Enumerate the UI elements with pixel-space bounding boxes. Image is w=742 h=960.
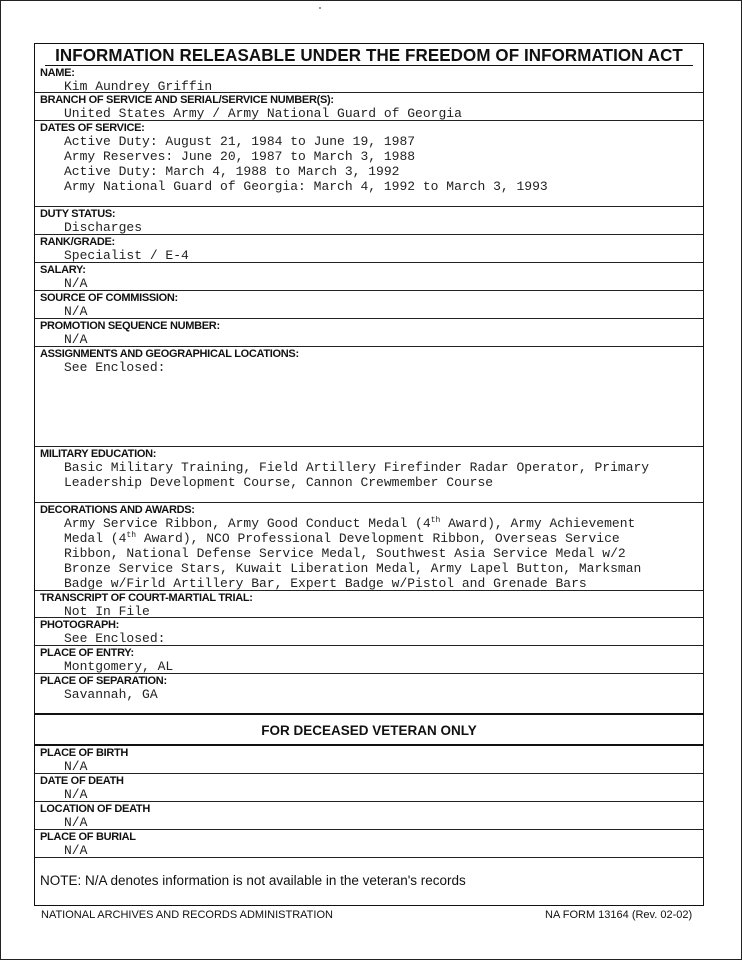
service-period: Army Reserves: June 20, 1987 to March 3, 1988 [64,149,416,164]
field-label: SALARY: [40,264,86,276]
foia-form [34,43,704,906]
field-value: Montgomery, AL [64,659,174,674]
field-value: N/A [64,304,88,319]
awards-text: Award), Army Achievement [440,516,636,531]
field-value: N/A [64,787,88,802]
field-location-of-death [35,802,703,830]
service-period: Army National Guard of Georgia: March 4, 1992 to March 3, 1993 [64,179,548,194]
field-label: PLACE OF BIRTH [40,747,129,759]
field-value: N/A [64,843,88,858]
education-line: Basic Military Training, Field Artillery Firefinder Radar Operator, Primary [64,460,650,475]
field-military-education [35,447,703,503]
service-period: Active Duty: August 21, 1984 to June 19, 1987 [64,134,416,149]
field-label: RANK/GRADE: [40,236,115,248]
field-label: NAME: [40,67,75,79]
awards-line [35,531,703,546]
service-period: Active Duty: March 4, 1988 to March 3, 1992 [64,164,400,179]
field-photograph [35,618,703,646]
field-label: DUTY STATUS: [40,208,116,220]
field-value: Discharges [64,220,143,235]
awards-text: Award), NCO Professional Development Ribbon, Overseas Service [136,531,620,546]
field-rank-grade [35,235,703,263]
field-date-of-death [35,774,703,802]
field-place-of-entry [35,646,703,674]
field-branch [35,93,703,121]
deceased-section-header [35,715,703,746]
ordinal-suffix: th [126,531,137,540]
field-value: N/A [64,759,88,774]
field-promotion-sequence [35,319,703,347]
field-label: BRANCH OF SERVICE AND SERIAL/SERVICE NUMBER(S): [40,94,334,106]
form-title: INFORMATION RELEASABLE UNDER THE FREEDOM OF INFORMATION ACT [45,44,693,66]
field-value: United States Army / Army National Guard of Georgia [64,106,462,121]
field-value: See Enclosed: [64,631,166,646]
field-decorations-awards [35,503,703,591]
field-value: N/A [64,332,88,347]
awards-line: Badge w/Firld Artillery Bar, Expert Badge w/Pistol and Grenade Bars [64,576,587,591]
field-assignments [35,347,703,447]
awards-text: Medal (4 [64,531,127,546]
note-row [35,858,703,905]
field-label: PLACE OF ENTRY: [40,647,134,659]
footer-agency: NATIONAL ARCHIVES AND RECORDS ADMINISTRATION [41,909,333,921]
field-value: Savannah, GA [64,687,158,702]
education-line: Leadership Development Course, Cannon Crewmember Course [64,475,494,490]
field-value: N/A [64,276,88,291]
field-salary [35,263,703,291]
awards-line: Bronze Service Stars, Kuwait Liberation Medal, Army Lapel Button, Marksman [64,561,642,576]
field-label: DATE OF DEATH [40,775,124,787]
footer-form-number: NA FORM 13164 (Rev. 02-02) [545,909,693,921]
deceased-header-text: FOR DECEASED VETERAN ONLY [261,723,477,738]
awards-text: Army Service Ribbon, Army Good Conduct Medal (4 [64,516,431,531]
field-label: PLACE OF BURIAL [40,831,136,843]
field-name [35,66,703,93]
field-place-of-separation [35,674,703,715]
field-duty-status [35,207,703,235]
field-label: LOCATION OF DEATH [40,803,150,815]
field-label: SOURCE OF COMMISSION: [40,292,178,304]
field-source-of-commission [35,291,703,319]
awards-line [35,516,703,531]
na-note: NOTE: N/A denotes information is not available in the veteran's records [40,873,466,888]
field-value: N/A [64,815,88,830]
field-label: PLACE OF SEPARATION: [40,675,167,687]
field-place-of-birth [35,746,703,774]
scan-speck [319,7,321,9]
field-label: PHOTOGRAPH: [40,619,120,631]
field-label: PROMOTION SEQUENCE NUMBER: [40,320,220,332]
field-label: ASSIGNMENTS AND GEOGRAPHICAL LOCATIONS: [40,348,299,360]
field-dates-of-service [35,121,703,207]
field-value: Not In File [64,604,150,619]
ordinal-suffix: th [430,516,441,525]
field-label: TRANSCRIPT OF COURT-MARTIAL TRIAL: [40,592,253,604]
field-label: DATES OF SERVICE: [40,122,145,134]
field-court-martial [35,591,703,618]
field-place-of-burial [35,830,703,858]
field-label: MILITARY EDUCATION: [40,448,157,460]
field-value: See Enclosed: [64,360,166,375]
field-label: DECORATIONS AND AWARDS: [40,504,195,516]
awards-line: Ribbon, National Defense Service Medal, Southwest Asia Service Medal w/2 [64,546,626,561]
field-value: Specialist / E-4 [64,248,189,263]
field-value: Kim Aundrey Griffin [64,79,213,94]
